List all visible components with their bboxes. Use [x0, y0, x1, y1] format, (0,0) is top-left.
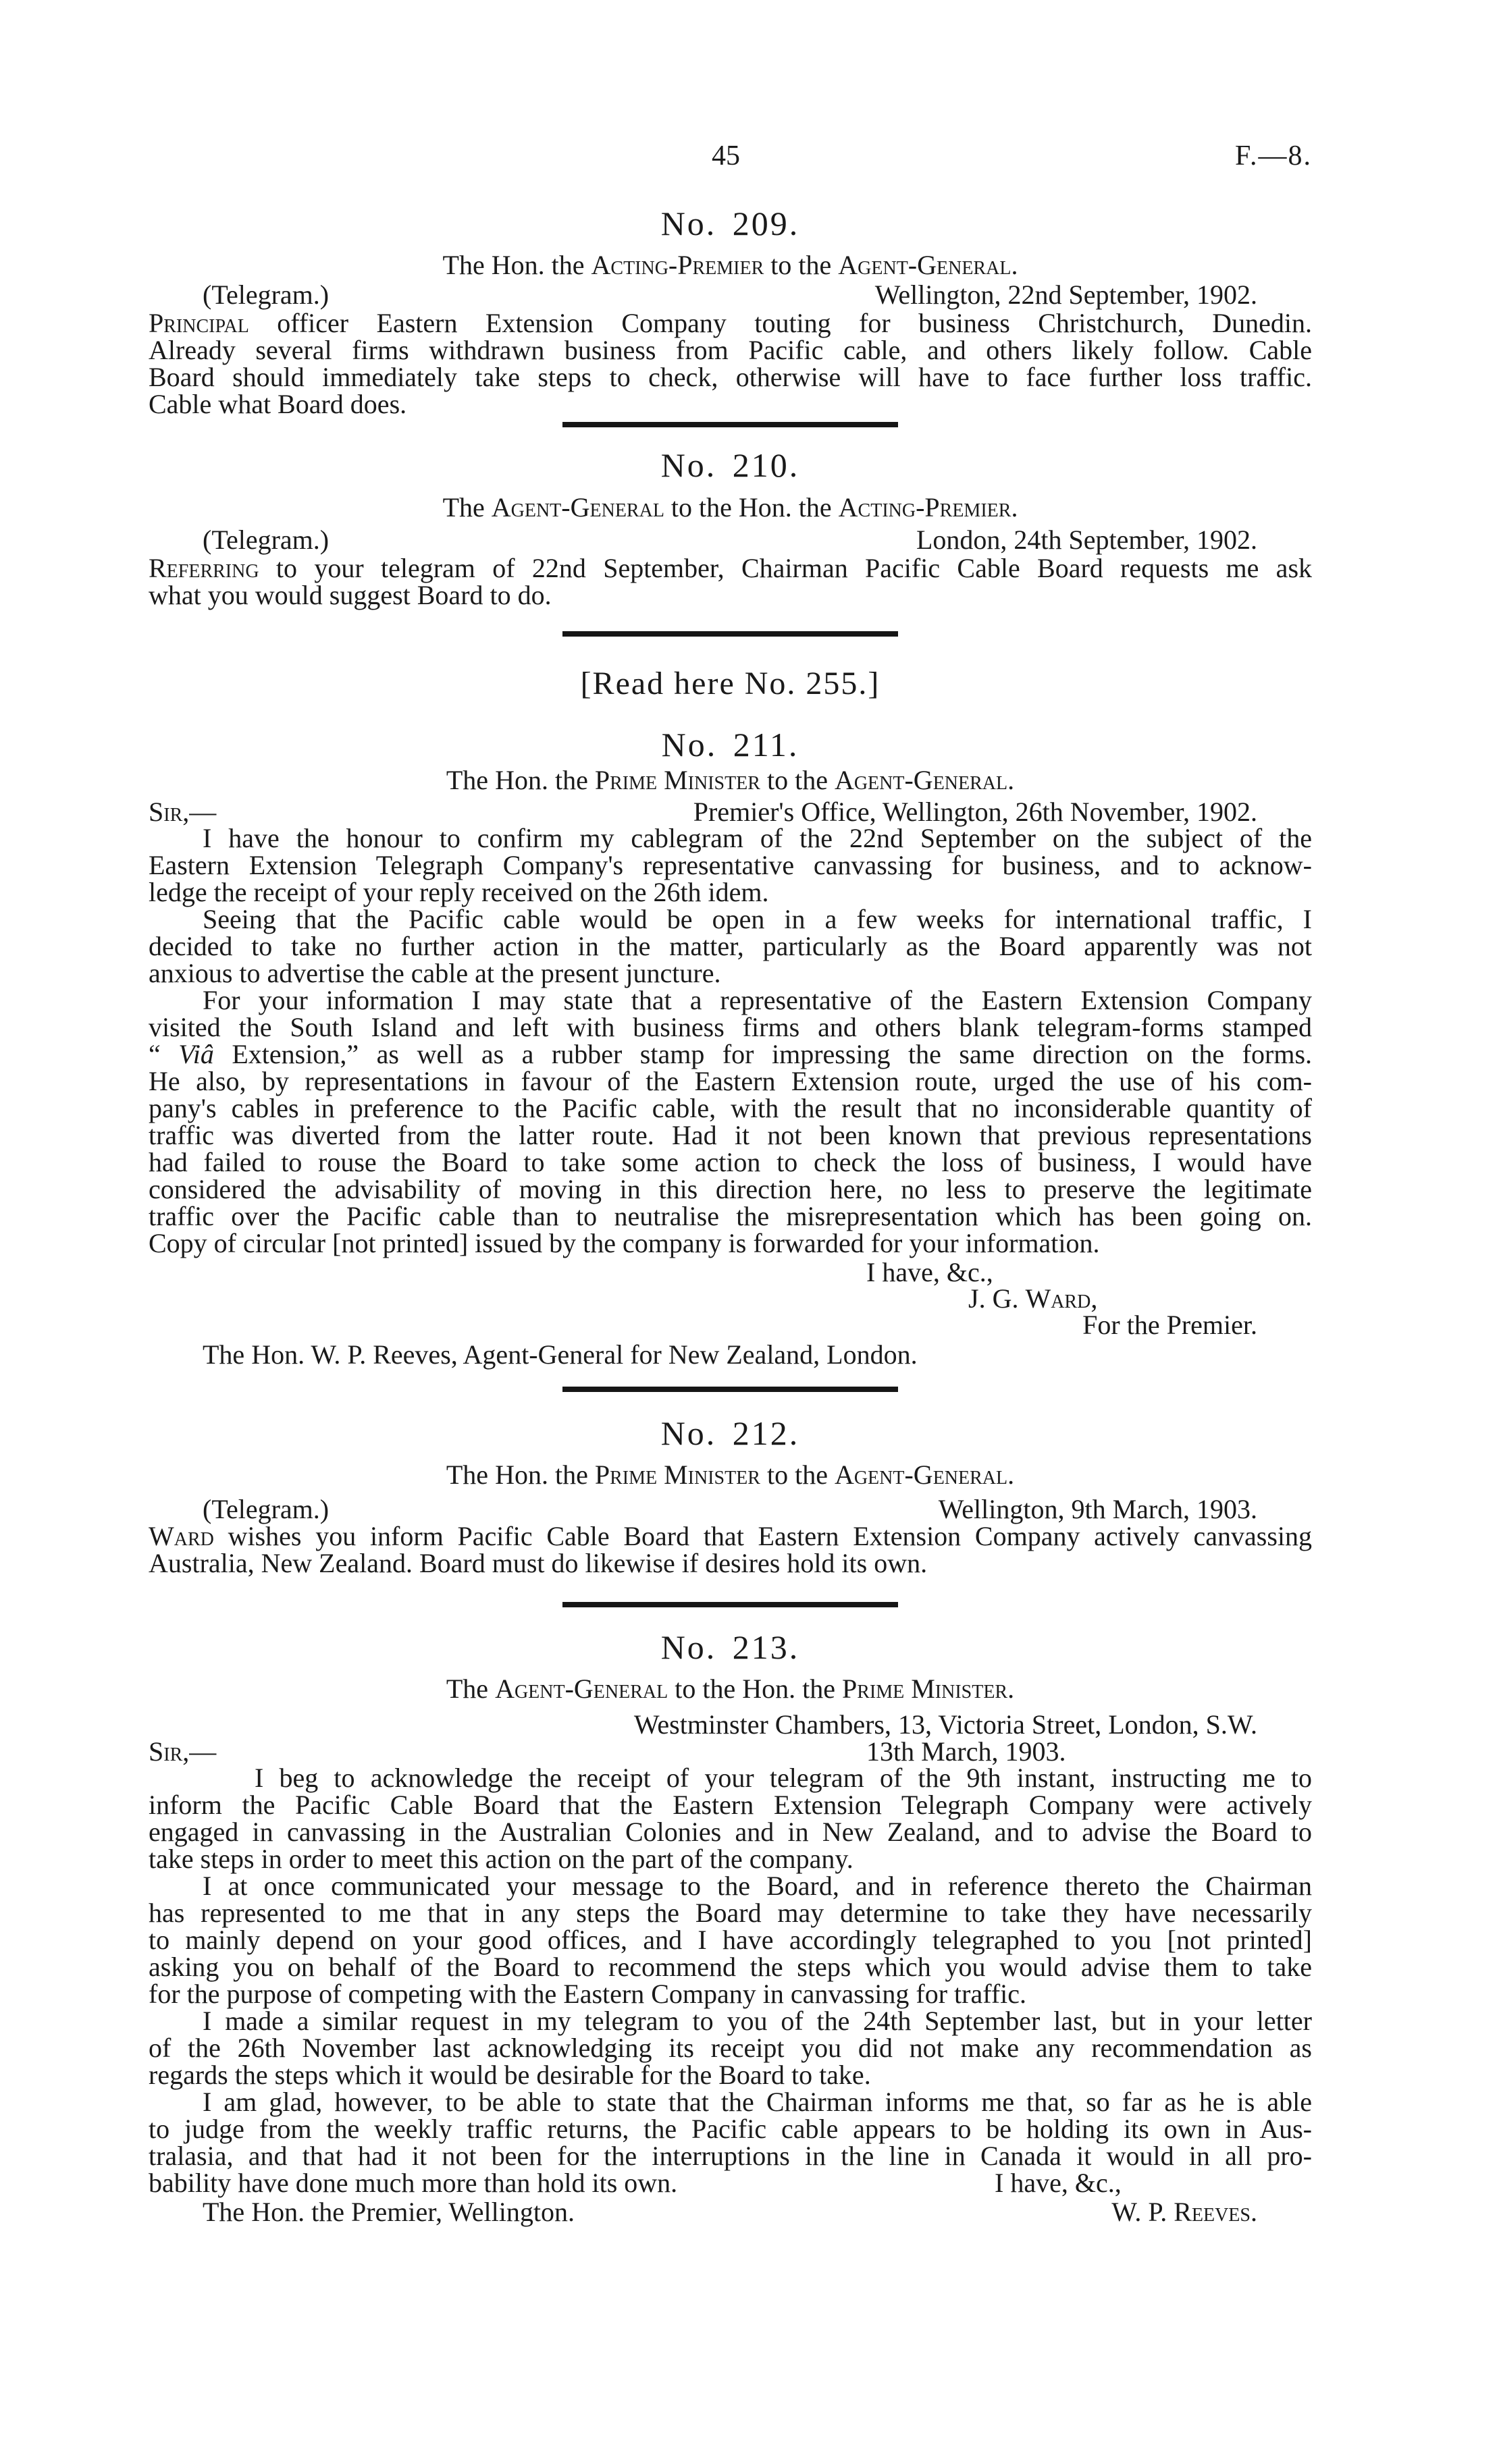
body-line	[149, 1041, 1312, 1068]
heading-punct: .	[1011, 492, 1018, 523]
document-reference: F.—8.	[1235, 140, 1312, 171]
salutation-word: Sir	[149, 797, 183, 827]
section-211-number: No. 211.	[661, 726, 799, 764]
closing: I have, &c.,	[866, 1257, 993, 1287]
body-line: Cable what Board does.	[149, 389, 407, 419]
divider-rule	[562, 1602, 898, 1607]
salutation-punct: ,—	[182, 797, 217, 827]
page-number: 45	[712, 140, 740, 171]
line-text: officer Eastern Extension Company touting for business Christchurch, Dunedin.	[277, 308, 1313, 338]
heading-sender: Acting-Premier	[591, 250, 764, 280]
heading-punct: .	[1007, 1459, 1015, 1490]
body-line: I at once communicated your message to the Board, and in reference thereto the Chairman	[203, 1871, 1312, 1901]
heading-recipient: Agent-General	[834, 1459, 1008, 1490]
place-date: Wellington, 22nd September, 1902.	[874, 279, 1257, 310]
quote-open: “	[149, 1039, 161, 1069]
sender-address: Westminster Chambers, 13, Victoria Street, London, S.W.	[633, 1709, 1257, 1740]
heading-text: The Hon. the	[446, 765, 588, 795]
heading-text: to the	[766, 765, 828, 795]
section-213-heading	[149, 1673, 1312, 1704]
body-line: He also, by representations in favour of the Eastern Extension route, urged the use of his com-	[149, 1066, 1312, 1096]
body-line: take steps in order to meet this action on the part of the company.	[149, 1844, 853, 1874]
divider-rule	[562, 631, 898, 637]
heading-punct: .	[1007, 765, 1015, 795]
body-line: bability have done much more than hold its own.	[149, 2168, 678, 2198]
body-line: inform the Pacific Cable Board that the Eastern Extension Telegraph Company were actively	[149, 1790, 1312, 1820]
heading-text: The	[446, 1673, 489, 1704]
body-line	[149, 310, 1312, 337]
salutation-punct: ,—	[182, 1736, 217, 1767]
heading-text: to the	[766, 1459, 828, 1490]
heading-punct: .	[1011, 250, 1018, 280]
section-212-number: No. 212.	[660, 1414, 800, 1452]
heading-recipient: Prime Minister	[841, 1673, 1008, 1704]
signature-surname: Ward	[1025, 1283, 1091, 1314]
heading-sender: Prime Minister	[594, 1459, 760, 1490]
signature-punct: .	[1251, 2197, 1257, 2227]
body-line: Australia, New Zealand. Board must do likewise if desires hold its own.	[149, 1548, 928, 1578]
place-date: Premier's Office, Wellington, 26th November, 1902.	[693, 797, 1257, 827]
body-line: I beg to acknowledge the receipt of your telegram of the 9th instant, instructing me to	[255, 1763, 1312, 1793]
body-line: decided to take no further action in the matter, particularly as the Board apparently was not	[149, 931, 1312, 961]
section-210-number: No. 210.	[660, 446, 800, 484]
section-210-heading	[149, 494, 1312, 521]
place-date: London, 24th September, 1902.	[916, 525, 1257, 555]
salutation-word: Sir	[149, 1736, 183, 1767]
section-211-heading	[149, 767, 1312, 794]
body-line: to mainly depend on your good offices, and I have accordingly telegraphed to you [not printed]	[149, 1925, 1312, 1955]
heading-recipient: Agent-General	[834, 765, 1008, 795]
body-line	[149, 555, 1312, 582]
body-line: of the 26th November last acknowledging its receipt you did not make any recommendation as	[149, 2033, 1312, 2063]
section-209-number: No. 209.	[660, 205, 800, 242]
body-line: for the purpose of competing with the Eastern Company in canvassing for traffic.	[149, 1979, 1027, 2009]
heading-sender: Agent-General	[495, 1673, 668, 1704]
signature	[968, 1285, 1097, 1312]
signature-role: For the Premier.	[1082, 1310, 1257, 1340]
closing: I have, &c.,	[995, 2168, 1122, 2198]
body-line: traffic was diverted from the latter route. Had it not been known that previous representations	[149, 1120, 1312, 1150]
body-line: ledge the receipt of your reply received on the 26th idem.	[149, 877, 769, 907]
salutation	[149, 799, 216, 826]
heading-text: The Hon. the	[442, 250, 585, 280]
body-line: I made a similar request in my telegram to you of the 24th September last, but in your letter	[203, 2006, 1312, 2036]
body-line: pany's cables in preference to the Pacific cable, with the result that no inconsiderable quantity of	[149, 1093, 1312, 1123]
place-date: Wellington, 9th March, 1903.	[938, 1494, 1257, 1524]
body-line: anxious to advertise the cable at the present juncture.	[149, 958, 721, 988]
body-line: I am glad, however, to be able to state that the Chairman informs me that, so far as he is able	[203, 2087, 1312, 2117]
telegram-label: (Telegram.)	[203, 525, 330, 555]
body-line: engaged in canvassing in the Australian Colonies and in New Zealand, and to advise the Board to	[149, 1817, 1312, 1847]
italic-word: Viâ	[178, 1039, 214, 1069]
body-line: Board should immediately take steps to check, otherwise will have to face further loss traffic.	[149, 362, 1312, 392]
body-line: I have the honour to confirm my cablegram of the 22nd September on the subject of the	[203, 823, 1312, 853]
heading-text: The Hon. the	[446, 1459, 588, 1490]
signature	[1111, 2199, 1257, 2226]
lead-word: Referring	[149, 553, 259, 583]
body-line: tralasia, and that had it not been for the interruptions in the line in Canada it would in all pro-	[149, 2141, 1312, 2171]
line-text: Extension,” as well as a rubber stamp for impressing the same direction on the forms.	[232, 1039, 1313, 1069]
section-212-heading	[149, 1459, 1312, 1490]
section-213-number: No. 213.	[660, 1628, 800, 1666]
body-line: Seeing that the Pacific cable would be open in a few weeks for international traffic, I	[203, 904, 1312, 934]
body-line: had failed to rouse the Board to take some action to check the loss of business, I would have	[149, 1147, 1312, 1177]
body-line: regards the steps which it would be desirable for the Board to take.	[149, 2060, 871, 2090]
telegram-label: (Telegram.)	[203, 279, 330, 310]
signature-surname: Reeves	[1174, 2197, 1251, 2227]
heading-punct: .	[1007, 1673, 1015, 1704]
body-line: traffic over the Pacific cable than to neutralise the misrepresentation which has been going on.	[149, 1201, 1312, 1231]
lead-word: Principal	[149, 308, 249, 338]
body-line: has represented to me that in any steps the Board may determine to take they have necessarily	[149, 1898, 1312, 1928]
body-line: what you would suggest Board to do.	[149, 580, 552, 610]
salutation	[149, 1738, 216, 1765]
body-line: considered the advisability of moving in this direction here, no less to preserve the legitimate	[149, 1174, 1312, 1204]
heading-text: to the Hon. the	[670, 492, 832, 523]
body-line: For your information I may state that a representative of the Eastern Extension Company	[203, 985, 1312, 1015]
body-line: to judge from the weekly traffic returns, the Pacific cable appears to be holding its own in Aus-	[149, 2114, 1312, 2144]
recipient: The Hon. W. P. Reeves, Agent-General for New Zealand, London.	[203, 1339, 918, 1370]
section-209-heading	[149, 252, 1312, 279]
signature-initials: W. P.	[1111, 2197, 1167, 2227]
body-line: Already several firms withdrawn business from Pacific cable, and others likely follow. Cable	[149, 335, 1312, 365]
heading-sender: Prime Minister	[594, 765, 760, 795]
body-line	[149, 1523, 1312, 1550]
heading-text: The	[442, 492, 485, 523]
telegram-label: (Telegram.)	[203, 1494, 330, 1524]
letter-date: 13th March, 1903.	[866, 1736, 1066, 1767]
signature-punct: ,	[1090, 1283, 1098, 1314]
line-text: wishes you inform Pacific Cable Board that Eastern Extension Company actively canvassing	[228, 1521, 1313, 1551]
heading-text: to the Hon. the	[675, 1673, 835, 1704]
heading-sender: Agent-General	[491, 492, 664, 523]
heading-text: to the	[770, 250, 832, 280]
body-line: asking you on behalf of the Board to recommend the steps which you would advise them to take	[149, 1952, 1312, 1982]
lead-word: Ward	[149, 1521, 214, 1551]
body-line: visited the South Island and left with business firms and others blank telegram-forms stamped	[149, 1012, 1312, 1042]
line-text: to your telegram of 22nd September, Chairman Pacific Cable Board requests me ask	[275, 553, 1313, 583]
divider-rule	[562, 422, 898, 427]
read-here-note: [Read here No. 255.]	[580, 666, 880, 701]
heading-recipient: Agent-General	[838, 250, 1011, 280]
divider-rule	[562, 1387, 898, 1392]
heading-recipient: Acting-Premier	[838, 492, 1011, 523]
signature-initials: J. G.	[968, 1283, 1019, 1314]
body-line: Eastern Extension Telegraph Company's representative canvassing for business, and to acknow-	[149, 850, 1312, 880]
recipient: The Hon. the Premier, Wellington.	[203, 2197, 575, 2227]
body-line: Copy of circular [not printed] issued by the company is forwarded for your information.	[149, 1228, 1100, 1258]
